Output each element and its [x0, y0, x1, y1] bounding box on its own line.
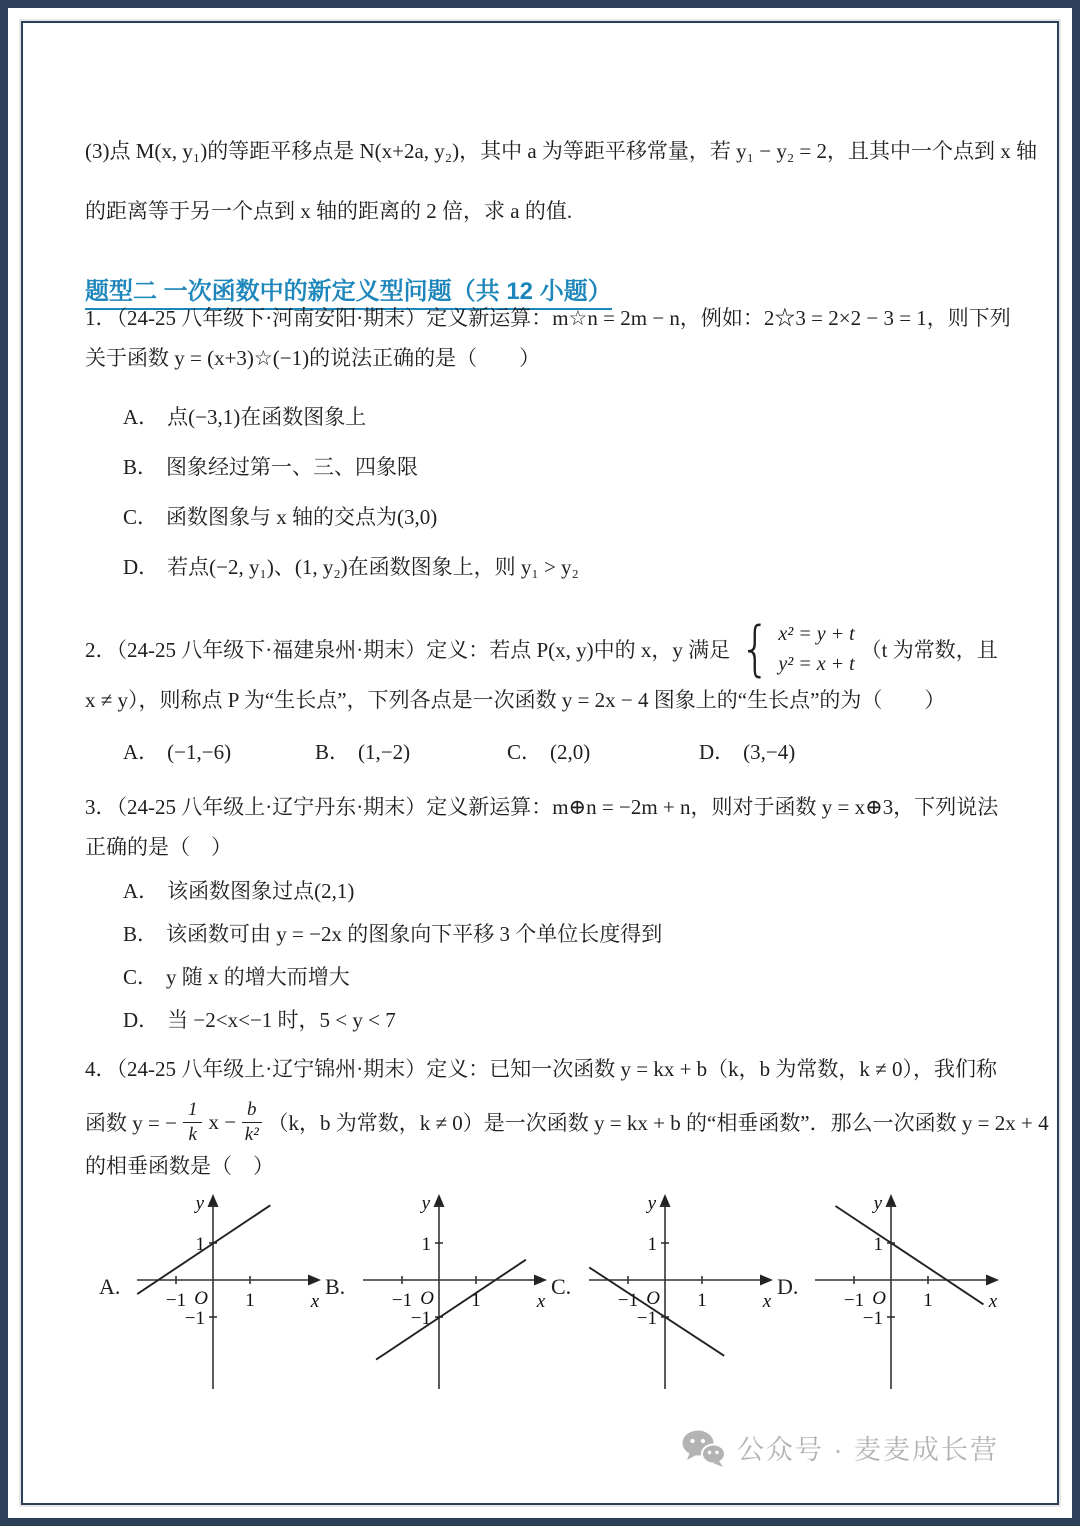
option-label: D．	[699, 740, 736, 764]
svg-text:y: y	[873, 1193, 882, 1214]
option-text: y 随 x 的增大而增大	[166, 965, 350, 989]
problem4-line3: 的相垂函数是（ ）	[85, 1154, 274, 1178]
svg-text:y: y	[421, 1193, 430, 1214]
graph-option-a	[99, 1192, 325, 1392]
option-label: D．	[123, 1008, 160, 1032]
option-label: B．	[315, 740, 351, 764]
graph-option-label-a: A.	[99, 1274, 121, 1299]
footer-account-text: 公众号 · 麦麦成长营	[737, 1435, 999, 1465]
option-text: (−1,−6)	[167, 740, 232, 764]
svg-text:O: O	[194, 1288, 208, 1309]
problem2-line2: x ≠ y），则称点 P 为“生长点”，下列各点是一次函数 y = 2x − 4 图象上的“生长点”的为（ ）	[85, 688, 946, 712]
problem4-line2-post: （k，b 为常数，k ≠ 0）是一次函数 y = kx + b 的“相垂函数”．那么一次函数 y = 2x + 4	[267, 1111, 1049, 1135]
worksheet-content	[23, 23, 1057, 1392]
svg-text:O: O	[646, 1288, 660, 1309]
problem3-option-b	[85, 921, 995, 948]
option-label: B．	[123, 455, 159, 479]
intro-problem-line1: (3)点 M(x, y₁)的等距平移点是 N(x+2a, y₂)，其中 a 为等距平移常量，若 y₁ − y₂ = 2，且其中一个点到 x 轴	[85, 139, 1038, 163]
section-heading-text: 题型二 一次函数中的新定义型问题（共 12 小题）	[85, 278, 612, 310]
problem1-option-b	[85, 454, 995, 481]
option-label: B．	[123, 922, 159, 946]
problem2-option-a	[123, 736, 315, 766]
svg-text:y: y	[195, 1193, 204, 1214]
problem2-option-d	[699, 736, 891, 766]
problem1-line1: 1．（24-25 八年级下·河南安阳·期末）定义新运算：m☆n = 2m − n，例如：2☆3 = 2×2 − 3 = 1，则下列	[85, 306, 1011, 330]
fraction-b-over-k2: $\frac{b}{\text{k²}}$	[242, 1099, 262, 1146]
svg-text:−1: −1	[184, 1308, 205, 1329]
coordinate-graph-a	[129, 1192, 325, 1392]
svg-text:1: 1	[923, 1290, 933, 1311]
page-inner-border	[21, 21, 1059, 1505]
svg-text:x: x	[988, 1291, 998, 1312]
svg-text:1: 1	[421, 1234, 431, 1255]
svg-text:x: x	[310, 1291, 320, 1312]
coordinate-graph-b	[355, 1192, 551, 1392]
option-text: 图象经过第一、三、四象限	[166, 455, 419, 479]
svg-text:1: 1	[647, 1234, 657, 1255]
problem1-option-c	[85, 504, 995, 531]
svg-text:1: 1	[697, 1290, 707, 1311]
option-text: (1,−2)	[358, 740, 411, 764]
problem3-line1: 3．（24-25 八年级上·辽宁丹东·期末）定义新运算：m⊕n = −2m + n，则对于函数 y = x⊕3，下列说法	[85, 795, 999, 819]
option-text: 点(−3,1)在函数图象上	[167, 405, 367, 429]
svg-text:O: O	[420, 1288, 434, 1309]
svg-text:−1: −1	[165, 1290, 187, 1311]
problem1-line2: 关于函数 y = (x+3)☆(−1)的说法正确的是（ ）	[85, 346, 541, 370]
problem2-options-row	[85, 736, 995, 766]
problem3-option-a	[85, 878, 995, 905]
intro-problem-line2: 的距离等于另一个点到 x 轴的距离的 2 倍，求 a 的值.	[85, 199, 573, 223]
option-label: C．	[123, 965, 159, 989]
graph-option-c	[551, 1192, 777, 1392]
svg-text:−1: −1	[862, 1308, 883, 1329]
option-text: 若点(−2, y₁)、(1, y₂)在函数图象上，则 y₁ > y₂	[167, 555, 579, 579]
option-label: C．	[123, 505, 159, 529]
graph-option-label-c: C.	[551, 1274, 572, 1299]
graph-option-b	[325, 1192, 551, 1392]
option-label: A．	[123, 879, 160, 903]
system-eq-bottom: y² = x + t	[778, 653, 855, 675]
problem4-line2-mid: x −	[208, 1109, 237, 1134]
svg-text:−1: −1	[617, 1290, 639, 1311]
option-label: D．	[123, 555, 160, 579]
graph-option-label-b: B.	[325, 1274, 346, 1299]
option-label: A．	[123, 740, 160, 764]
coordinate-graph-c	[581, 1192, 777, 1392]
problem2-line1-pre: 2．（24-25 八年级下·福建泉州·期末）定义：若点 P(x, y)中的 x，y 满足	[85, 638, 731, 662]
svg-text:−1: −1	[391, 1290, 413, 1311]
option-text: 函数图象与 x 轴的交点为(3,0)	[166, 505, 438, 529]
svg-text:−1: −1	[636, 1308, 657, 1329]
svg-text:x: x	[762, 1291, 772, 1312]
problem2-line1-post: （t 为常数，且	[860, 638, 998, 662]
coordinate-graph-d	[807, 1192, 1003, 1392]
graph-option-d	[777, 1192, 1003, 1392]
system-eq-top: x² = y + t	[778, 623, 855, 645]
section-heading	[85, 278, 995, 305]
wechat-footer	[681, 1428, 999, 1467]
svg-text:1: 1	[873, 1234, 883, 1255]
option-text: (3,−4)	[743, 740, 796, 764]
fraction-1-over-k: $\frac{1}{k}$	[183, 1099, 203, 1146]
problem4-line2-pre: 函数 y = −	[85, 1111, 177, 1135]
option-text: (2,0)	[550, 740, 591, 764]
svg-text:1: 1	[245, 1290, 255, 1311]
svg-text:−1: −1	[410, 1308, 431, 1329]
problem1-option-d	[85, 554, 995, 581]
wechat-icon	[681, 1429, 727, 1467]
svg-text:1: 1	[471, 1290, 481, 1311]
problem2-line1	[85, 614, 998, 684]
problem4-line1: 4．（24-25 八年级上·辽宁锦州·期末）定义：已知一次函数 y = kx + b（k，b 为常数，k ≠ 0），我们称	[85, 1057, 997, 1081]
problem3-line2: 正确的是（ ）	[85, 835, 232, 859]
svg-text:−1: −1	[843, 1290, 865, 1311]
option-text: 当 −2<x<−1 时，5 < y < 7	[167, 1008, 396, 1032]
problem1-option-a	[85, 404, 995, 431]
svg-text:x: x	[536, 1291, 546, 1312]
problem3-option-d	[85, 1007, 995, 1034]
answer-graphs-row	[99, 1192, 998, 1392]
svg-text:y: y	[647, 1193, 656, 1214]
svg-text:O: O	[872, 1288, 886, 1309]
problem2-option-b	[315, 736, 507, 766]
problem4-line2	[85, 1093, 1049, 1151]
equation-system	[736, 614, 855, 684]
problem2-option-c	[507, 736, 699, 766]
option-label: A．	[123, 405, 160, 429]
system-brace: {	[739, 614, 771, 684]
option-label: C．	[507, 740, 543, 764]
svg-text:1: 1	[195, 1234, 205, 1255]
option-text: 该函数可由 y = −2x 的图象向下平移 3 个单位长度得到	[166, 922, 663, 946]
option-text: 该函数图象过点(2,1)	[167, 879, 355, 903]
graph-option-label-d: D.	[777, 1274, 799, 1299]
problem3-option-c	[85, 964, 995, 991]
